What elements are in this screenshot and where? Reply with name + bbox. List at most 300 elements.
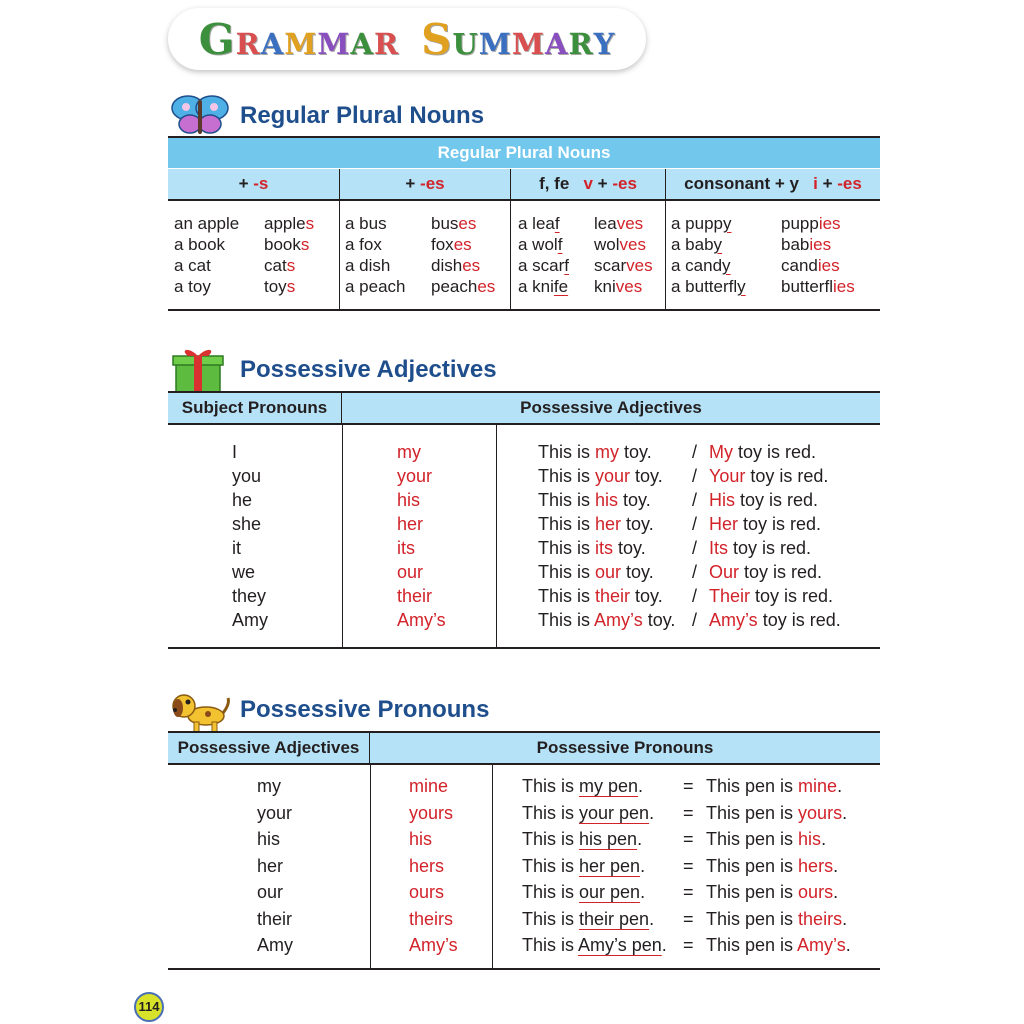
singular-noun xyxy=(518,213,569,234)
possessive-adjective: our xyxy=(257,882,284,902)
highlight-word: ours xyxy=(798,882,834,902)
equals-sign: = xyxy=(683,855,694,876)
word-stem: a bab xyxy=(671,235,714,254)
underlined-phrase: Amy’s pen xyxy=(578,935,662,955)
underlined-phrase: her pen xyxy=(579,855,641,876)
possessive-adjective: her xyxy=(397,514,424,534)
title-letter: r xyxy=(568,14,594,64)
title-letter: m xyxy=(317,14,351,64)
example-sentence-2 xyxy=(706,826,851,853)
header-text: + xyxy=(592,174,613,193)
word-ending: es xyxy=(453,235,472,254)
header-text: consonant + y xyxy=(684,174,814,193)
word-stem: book xyxy=(264,235,301,254)
highlight-word: my xyxy=(595,442,620,462)
sentence-text: . xyxy=(640,882,646,902)
plural-list xyxy=(264,213,314,297)
possessive-adjective: your xyxy=(257,802,293,823)
plural-noun xyxy=(264,213,314,234)
plural-list xyxy=(431,213,495,297)
sentence-text: toy. xyxy=(621,562,654,582)
header-suffix: i xyxy=(813,174,818,193)
word-stem: fox xyxy=(431,235,454,254)
highlight-word: His xyxy=(709,490,735,510)
sentence-text: This is xyxy=(538,586,596,606)
header-suffix: -es xyxy=(837,174,862,193)
underlined-phrase: our pen xyxy=(579,882,641,902)
singular-noun xyxy=(518,255,569,276)
title-word xyxy=(421,15,615,64)
highlight-word: Their xyxy=(709,586,751,606)
highlight-word: their xyxy=(595,586,631,606)
sentence-text: . xyxy=(637,829,643,849)
highlight-word: its xyxy=(595,538,614,558)
sentence-text: This is xyxy=(538,514,596,534)
sentence-text: This is xyxy=(522,776,580,796)
gift-box-icon xyxy=(168,346,232,394)
subject-pronoun: we xyxy=(232,562,256,582)
example-sentence-2 xyxy=(709,488,841,512)
highlight-word: theirs xyxy=(798,908,843,929)
sentence-text: This is xyxy=(538,442,596,462)
possessive-adjective-list xyxy=(397,440,446,632)
subject-pronoun: I xyxy=(232,442,238,462)
singular-noun: a peach xyxy=(345,277,406,296)
underlined-phrase: his pen xyxy=(579,829,638,849)
col-header-possessive-pronouns: Possessive Pronouns xyxy=(536,738,714,757)
section-title: Possessive Adjectives xyxy=(240,356,497,383)
highlight-word: our xyxy=(595,562,622,582)
highlight-word: Her xyxy=(709,514,739,534)
singular-noun: a book xyxy=(174,235,226,254)
example-sentence-2 xyxy=(709,512,841,536)
singular-noun xyxy=(671,276,746,297)
word-ending: s xyxy=(286,277,296,296)
possessive-adjectives-table xyxy=(168,391,880,649)
header-suffix: v xyxy=(583,174,593,193)
sentence-text: toy is red. xyxy=(738,514,822,534)
possessive-pronoun: yours xyxy=(409,802,454,823)
sentence-text: toy is red. xyxy=(728,538,812,558)
sentence-text: . xyxy=(649,908,655,929)
singular-noun: a fox xyxy=(345,235,382,254)
header-text: + xyxy=(405,174,421,193)
col-header-possessive-adjectives: Possessive Adjectives xyxy=(168,733,370,763)
sentence-text: toy is red. xyxy=(745,466,829,486)
sentence-text: This is xyxy=(538,610,595,630)
subject-pronoun-list xyxy=(232,440,268,632)
example-sentence-2 xyxy=(706,853,851,880)
singular-noun xyxy=(671,234,746,255)
word-ending: ves xyxy=(615,277,643,296)
plural-noun xyxy=(594,213,653,234)
example-sentence-2 xyxy=(706,800,851,827)
highlight-word: hers xyxy=(798,855,834,876)
singular-noun: a cat xyxy=(174,256,211,275)
possessive-adjective: their xyxy=(257,908,293,929)
example-sentence-2 xyxy=(706,773,851,800)
sentence-text: This is xyxy=(522,802,580,823)
page-number: 114 xyxy=(134,992,164,1022)
sentence-text: This is xyxy=(522,908,580,929)
subject-pronoun: it xyxy=(232,538,241,558)
word-ending: y xyxy=(737,277,746,296)
equals-list xyxy=(683,773,694,959)
title-banner xyxy=(168,8,646,70)
title-letter: r xyxy=(373,14,400,64)
word-stem: butterfl xyxy=(781,277,833,296)
title-letter: S xyxy=(421,14,453,64)
word-ending: ies xyxy=(809,235,832,254)
header-suffix: -es xyxy=(612,174,637,193)
sentence-text: . xyxy=(842,802,848,823)
slash-separator: / xyxy=(692,610,698,630)
sentence-text: toy is red. xyxy=(735,490,819,510)
underlined-phrase: your pen xyxy=(579,802,650,823)
example-sentence-2 xyxy=(709,608,841,632)
title-letter: r xyxy=(235,14,261,64)
highlight-word: Amy’s xyxy=(594,610,643,630)
sentence-text: . xyxy=(845,935,851,955)
example-sentence-2 xyxy=(709,560,841,584)
col-header-subject-pronouns: Subject Pronouns xyxy=(168,393,342,423)
singular-list xyxy=(671,213,746,297)
plural-noun xyxy=(781,213,855,234)
plural-noun xyxy=(264,255,314,276)
word-stem: wol xyxy=(594,235,620,254)
slash-separator: / xyxy=(692,514,698,534)
highlight-word: Your xyxy=(709,466,746,486)
word-stem: a cand xyxy=(671,256,723,275)
word-ending: es xyxy=(462,256,481,275)
example-sentence-2-list xyxy=(706,773,851,959)
word-ending: es xyxy=(458,214,477,233)
singular-noun: a dish xyxy=(345,256,391,275)
table-header-row xyxy=(168,731,880,765)
column-header xyxy=(665,169,880,199)
highlight-word: his xyxy=(798,829,822,849)
title-letter: u xyxy=(452,14,479,64)
highlight-word: Our xyxy=(709,562,740,582)
sentence-text: toy is red. xyxy=(733,442,817,462)
sentence-text: This pen is xyxy=(706,829,799,849)
sentence-text: . xyxy=(649,802,655,823)
possessive-adjective: its xyxy=(397,538,415,558)
column-header xyxy=(168,169,339,199)
example-sentence xyxy=(522,906,667,933)
word-stem: a kni xyxy=(518,277,554,296)
highlight-word: Amy’s xyxy=(797,935,846,955)
plural-noun xyxy=(431,255,495,276)
word-stem: a pupp xyxy=(671,214,723,233)
possessive-adjective: your xyxy=(397,466,433,486)
equals-sign: = xyxy=(683,935,694,955)
plural-list xyxy=(594,213,653,297)
plural-noun xyxy=(264,276,314,297)
equals-sign: = xyxy=(683,829,694,849)
word-ending: fe xyxy=(553,277,569,296)
word-ending: y xyxy=(713,235,723,254)
highlight-word: yours xyxy=(798,802,843,823)
word-ending: f xyxy=(554,214,560,233)
singular-noun: a bus xyxy=(345,214,387,233)
section-heading-possessive-adjectives xyxy=(168,346,497,394)
example-sentence-2 xyxy=(706,906,851,933)
word-ending: s xyxy=(300,235,310,254)
word-stem: apple xyxy=(264,214,306,233)
sentence-text: This is xyxy=(538,466,596,486)
example-sentence xyxy=(522,879,667,906)
header-text: f, fe xyxy=(539,174,584,193)
singular-noun: an apple xyxy=(174,214,240,233)
highlight-word: her xyxy=(595,514,622,534)
example-sentence xyxy=(538,560,675,584)
possessive-adjective: his xyxy=(257,829,281,849)
sentence-text: . xyxy=(640,855,646,876)
subject-pronoun: you xyxy=(232,466,262,486)
word-stem: peach xyxy=(431,277,478,296)
example-sentence xyxy=(538,536,675,560)
dog-icon xyxy=(168,686,232,734)
sentence-text: This is xyxy=(522,855,580,876)
slash-separator: / xyxy=(692,562,698,582)
sentence-text: toy is red. xyxy=(757,610,841,630)
sentence-text: This is xyxy=(538,538,596,558)
example-sentence xyxy=(522,773,667,800)
header-suffix: -s xyxy=(253,174,269,193)
slash-separator: / xyxy=(692,466,698,486)
sentence-text: This pen is xyxy=(706,802,799,823)
title-letter: y xyxy=(593,14,616,64)
word-stem: cat xyxy=(264,256,287,275)
example-sentence xyxy=(522,826,667,853)
sentence-text: toy is red. xyxy=(750,586,834,606)
sentence-text: This pen is xyxy=(706,935,798,955)
sentence-text: . xyxy=(661,935,667,955)
sentence-text: toy is red. xyxy=(739,562,823,582)
word-stem: a butterfl xyxy=(671,277,738,296)
section-heading-plural xyxy=(168,92,484,140)
singular-list xyxy=(345,213,406,297)
example-sentence xyxy=(522,853,667,880)
word-ending: f xyxy=(557,235,563,254)
possessive-pronoun: Amy’s xyxy=(409,935,458,955)
possessive-adjective: Amy xyxy=(257,935,293,955)
example-sentence-list xyxy=(538,440,675,632)
sentence-text: toy. xyxy=(642,610,676,630)
equals-sign: = xyxy=(683,882,694,902)
sentence-text: . xyxy=(821,829,827,849)
example-sentence-2 xyxy=(709,536,841,560)
sentence-text: This is xyxy=(522,935,579,955)
word-ending: ies xyxy=(818,214,841,233)
singular-list xyxy=(174,213,239,297)
header-text: + xyxy=(238,174,254,193)
word-stem: bab xyxy=(781,235,810,254)
slash-separator-list xyxy=(692,440,697,632)
table-header-row xyxy=(168,391,880,425)
possessive-adjective-list xyxy=(257,773,293,959)
possessive-adjective: my xyxy=(397,442,421,462)
highlight-word: Its xyxy=(709,538,729,558)
plural-noun xyxy=(781,234,855,255)
word-stem: scar xyxy=(594,256,627,275)
title-letter: m xyxy=(511,14,545,64)
plural-noun xyxy=(781,276,855,297)
sentence-text: This pen is xyxy=(706,882,799,902)
possessive-pronoun-list xyxy=(409,773,458,959)
possessive-adjective: his xyxy=(397,490,421,510)
word-ending: s xyxy=(305,214,315,233)
butterfly-icon xyxy=(168,92,232,140)
possessive-adjective: our xyxy=(397,562,424,582)
possessive-adjective: her xyxy=(257,855,284,876)
word-ending: y xyxy=(723,214,732,233)
word-ending: f xyxy=(564,256,570,275)
title-letter: m xyxy=(478,14,512,64)
equals-sign: = xyxy=(683,908,694,929)
highlight-word: mine xyxy=(798,776,838,796)
sentence-text: toy. xyxy=(630,466,663,486)
word-stem: a lea xyxy=(518,214,555,233)
plural-noun xyxy=(594,255,653,276)
subject-pronoun: Amy xyxy=(232,610,268,630)
word-stem: lea xyxy=(594,214,617,233)
title-letter: G xyxy=(198,14,236,64)
possessive-pronoun: mine xyxy=(409,776,449,796)
word-stem: bus xyxy=(431,214,459,233)
word-stem: dish xyxy=(431,256,463,275)
word-ending: s xyxy=(286,256,296,275)
sentence-text: This is xyxy=(522,882,580,902)
sentence-text: This is xyxy=(522,829,580,849)
highlight-word: your xyxy=(595,466,631,486)
singular-noun xyxy=(671,255,746,276)
title-letter: a xyxy=(260,14,285,64)
subject-pronoun: she xyxy=(232,514,262,534)
word-stem: a scar xyxy=(518,256,565,275)
equals-sign: = xyxy=(683,802,694,823)
sentence-text: . xyxy=(833,855,839,876)
possessive-pronoun: ours xyxy=(409,882,445,902)
title-word xyxy=(199,15,399,64)
example-sentence xyxy=(538,488,675,512)
word-stem: cand xyxy=(781,256,818,275)
sentence-text: This pen is xyxy=(706,908,799,929)
sentence-text: . xyxy=(837,776,843,796)
example-sentence-2 xyxy=(709,440,841,464)
example-sentence-2 xyxy=(709,584,841,608)
singular-noun xyxy=(518,276,569,297)
example-sentence-2 xyxy=(709,464,841,488)
subject-pronoun: he xyxy=(232,490,253,510)
plural-noun xyxy=(594,234,653,255)
word-ending: ves xyxy=(626,256,653,275)
example-sentence xyxy=(538,608,675,632)
sentence-text: toy. xyxy=(618,490,651,510)
example-sentence-2 xyxy=(706,879,851,906)
sentence-text: . xyxy=(833,882,839,902)
possessive-pronouns-table xyxy=(168,731,880,971)
page-title xyxy=(199,15,616,64)
word-stem: toy xyxy=(264,277,287,296)
title-letter: a xyxy=(544,14,569,64)
plural-noun xyxy=(431,213,495,234)
sentence-text: toy. xyxy=(613,538,646,558)
slash-separator: / xyxy=(692,538,698,558)
sentence-text: toy. xyxy=(630,586,663,606)
sentence-text: . xyxy=(842,908,848,929)
title-letter: m xyxy=(284,14,318,64)
example-sentence xyxy=(538,464,675,488)
possessive-adjective: my xyxy=(257,776,281,796)
table-title: Regular Plural Nouns xyxy=(168,136,880,168)
word-ending: es xyxy=(477,277,496,296)
slash-separator: / xyxy=(692,586,698,606)
word-ending: ies xyxy=(817,256,840,275)
possessive-pronoun: theirs xyxy=(409,908,454,929)
section-heading-possessive-pronouns xyxy=(168,686,489,734)
word-ending: y xyxy=(722,256,731,275)
underlined-phrase: their pen xyxy=(579,908,650,929)
plural-noun xyxy=(781,255,855,276)
example-sentence xyxy=(522,800,667,827)
equals-sign: = xyxy=(683,776,694,796)
possessive-pronoun: hers xyxy=(409,855,445,876)
table-body xyxy=(168,201,880,311)
singular-noun xyxy=(671,213,746,234)
column-header xyxy=(339,169,510,199)
plural-nouns-table xyxy=(168,136,880,311)
singular-list xyxy=(518,213,569,297)
sentence-text: . xyxy=(638,776,644,796)
sentence-text: This pen is xyxy=(706,776,799,796)
highlight-word: his xyxy=(595,490,619,510)
col-header-possessive-adjectives: Possessive Adjectives xyxy=(520,398,702,417)
slash-separator: / xyxy=(692,442,698,462)
highlight-word: Amy’s xyxy=(709,610,758,630)
plural-noun xyxy=(594,276,653,297)
word-ending: ies xyxy=(832,277,855,296)
plural-noun xyxy=(431,276,495,297)
underlined-phrase: my pen xyxy=(579,776,639,796)
example-sentence-2-list xyxy=(709,440,841,632)
sentence-text: This pen is xyxy=(706,855,799,876)
slash-separator: / xyxy=(692,490,698,510)
subject-pronoun: they xyxy=(232,586,267,606)
word-stem: pupp xyxy=(781,214,819,233)
example-sentence xyxy=(538,440,675,464)
column-header xyxy=(510,169,665,199)
plural-noun xyxy=(431,234,495,255)
header-text: + xyxy=(817,174,838,193)
table-header-row xyxy=(168,168,880,201)
possessive-adjective: their xyxy=(397,586,433,606)
section-title: Regular Plural Nouns xyxy=(240,102,485,129)
sentence-text: This is xyxy=(538,490,596,510)
plural-noun xyxy=(264,234,314,255)
singular-noun: a toy xyxy=(174,277,211,296)
sentence-text: toy. xyxy=(621,514,654,534)
section-title: Possessive Pronouns xyxy=(240,696,490,723)
plural-list xyxy=(781,213,855,297)
example-sentence-2 xyxy=(706,932,851,959)
word-stem: kni xyxy=(594,277,616,296)
singular-noun xyxy=(518,234,569,255)
example-sentence-list xyxy=(522,773,667,959)
example-sentence xyxy=(522,932,667,959)
possessive-pronoun: his xyxy=(409,829,433,849)
